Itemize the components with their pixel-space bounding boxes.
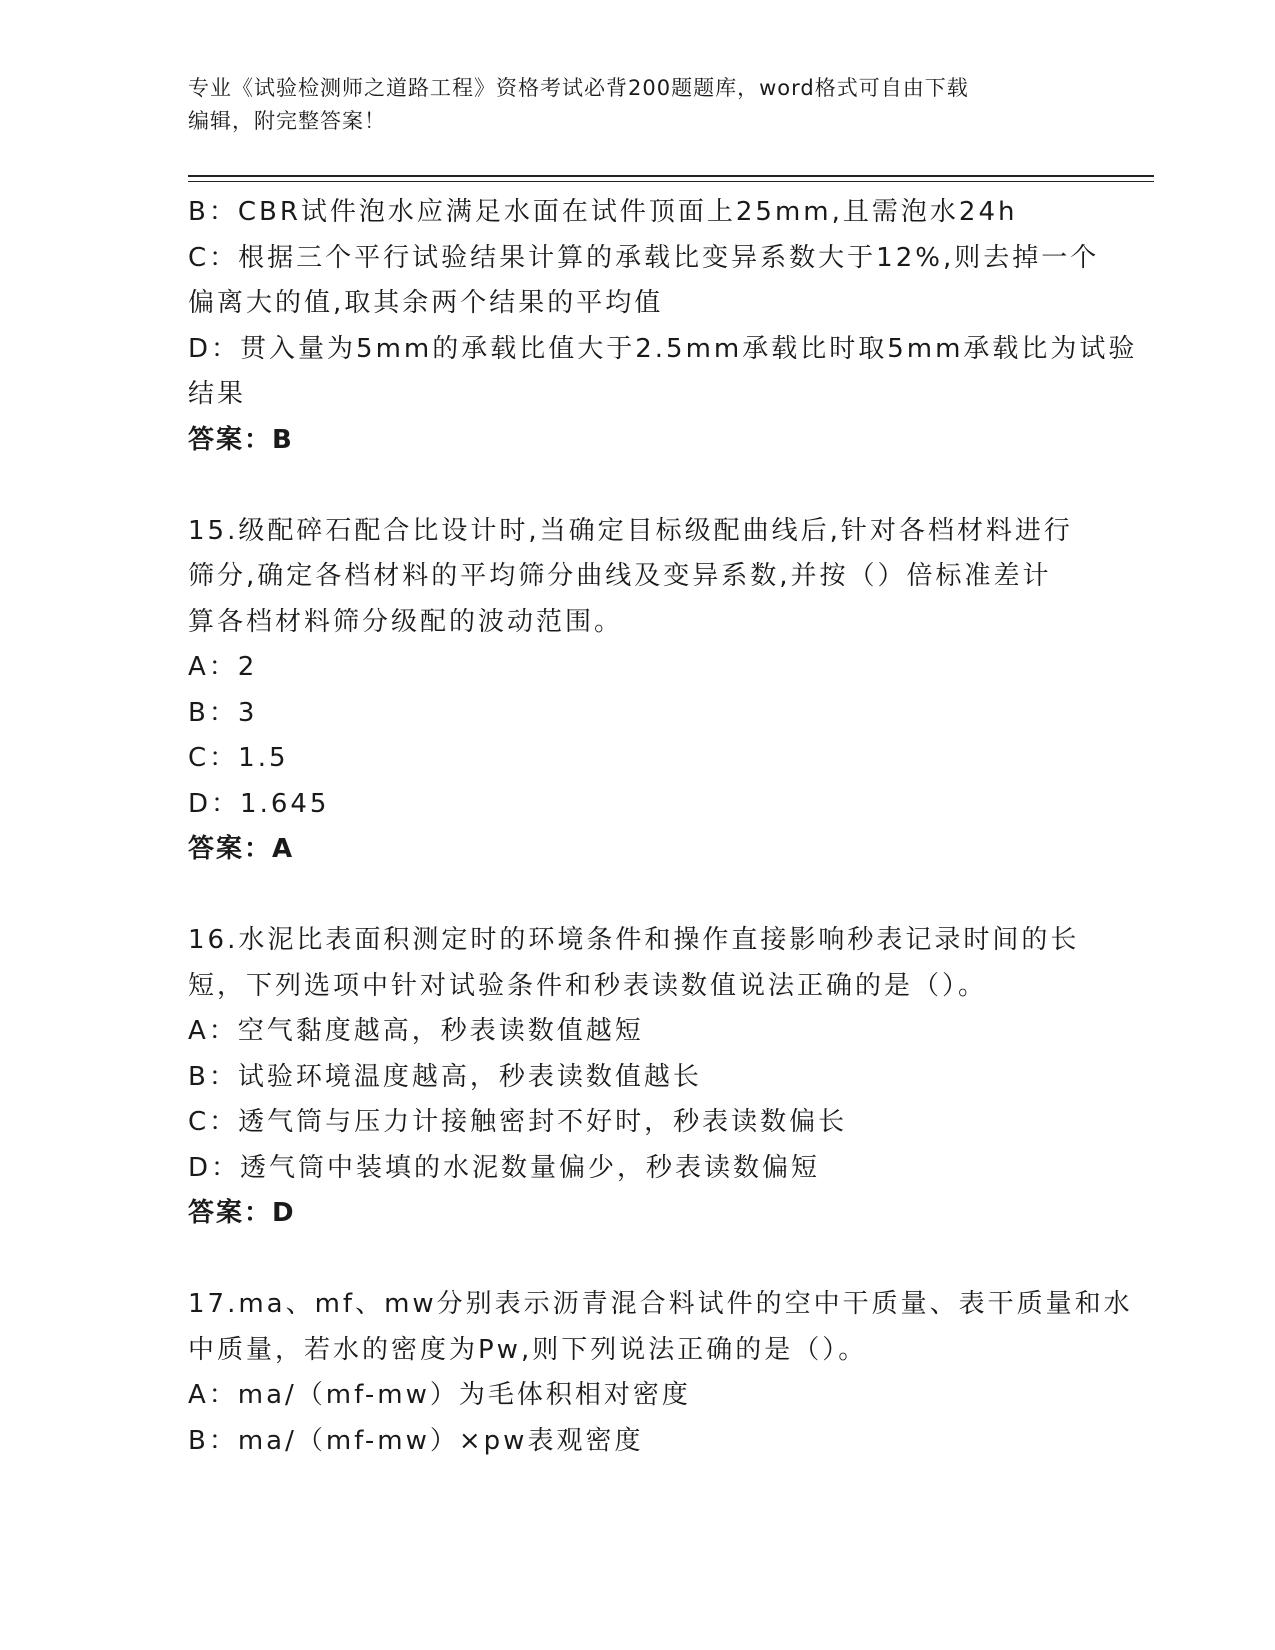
option-c: C：透气筒与压力计接触密封不好时，秒表读数偏长 <box>188 1107 848 1137</box>
option-b: B：CBR试件泡水应满足水面在试件顶面上25mm,且需泡水24h <box>188 197 1018 227</box>
option-b: B：ma/（mf-mw）×pw表观密度 <box>188 1425 644 1456</box>
option-a: A：空气黏度越高，秒表读数值越短 <box>188 1016 644 1046</box>
question-stem-cont: 中质量，若水的密度为Pw,则下列说法正确的是（）。 <box>188 1334 868 1365</box>
option-b: B：3 <box>188 697 258 728</box>
option-a: A：2 <box>188 652 258 682</box>
question-stem-cont: 算各档材料筛分级配的波动范围。 <box>188 606 624 637</box>
question-stem: 15.级配碎石配合比设计时,当确定目标级配曲线后,针对各档材料进行 <box>188 515 1073 546</box>
option-c: C：根据三个平行试验结果计算的承载比变异系数大于12%,则去掉一个 <box>188 242 1100 273</box>
question-stem: 16.水泥比表面积测定时的环境条件和操作直接影响秒表记录时间的长 <box>188 925 1080 955</box>
answer-line: 答案：A <box>188 834 295 864</box>
option-d-cont: 结果 <box>188 379 247 409</box>
header-line-1: 专业《试验检测师之道路工程》资格考试必背200题题库，word格式可自由下载 <box>188 76 969 100</box>
block-spacer <box>188 873 1088 919</box>
question-content <box>188 190 1138 1464</box>
option-d: D：贯入量为5mm的承载比值大于2.5mm承载比时取5mm承载比为试验 <box>188 333 1138 364</box>
option-c-cont: 偏离大的值,取其余两个结果的平均值 <box>188 288 664 318</box>
question-stem-cont: 筛分,确定各档材料的平均筛分曲线及变异系数,并按（）倍标准差计 <box>188 561 1052 591</box>
question-block-16 <box>188 918 1088 1237</box>
block-spacer <box>188 463 1088 509</box>
question-stem-cont: 短，下列选项中针对试验条件和秒表读数值说法正确的是（）。 <box>188 970 988 1001</box>
block-spacer <box>188 1237 1088 1283</box>
option-b: B：试验环境温度越高，秒表读数值越长 <box>188 1061 702 1092</box>
question-block-14 <box>188 190 1138 463</box>
question-block-17 <box>188 1282 1133 1464</box>
document-header <box>188 72 1088 138</box>
option-c: C：1.5 <box>188 743 289 773</box>
answer-line: 答案：B <box>188 424 294 455</box>
option-d: D：1.645 <box>188 788 330 819</box>
header-rule-thin <box>188 181 1154 182</box>
option-d: D：透气筒中装填的水泥数量偏少，秒表读数偏短 <box>188 1152 821 1183</box>
header-rule-thick <box>188 175 1154 177</box>
question-block-15 <box>188 509 1088 873</box>
header-line-2: 编辑，附完整答案！ <box>188 109 386 133</box>
question-stem: 17.ma、mf、mw分别表示沥青混合料试件的空中干质量、表干质量和水 <box>188 1289 1133 1319</box>
answer-line: 答案：D <box>188 1198 296 1228</box>
option-a: A：ma/（mf-mw）为毛体积相对密度 <box>188 1380 691 1410</box>
